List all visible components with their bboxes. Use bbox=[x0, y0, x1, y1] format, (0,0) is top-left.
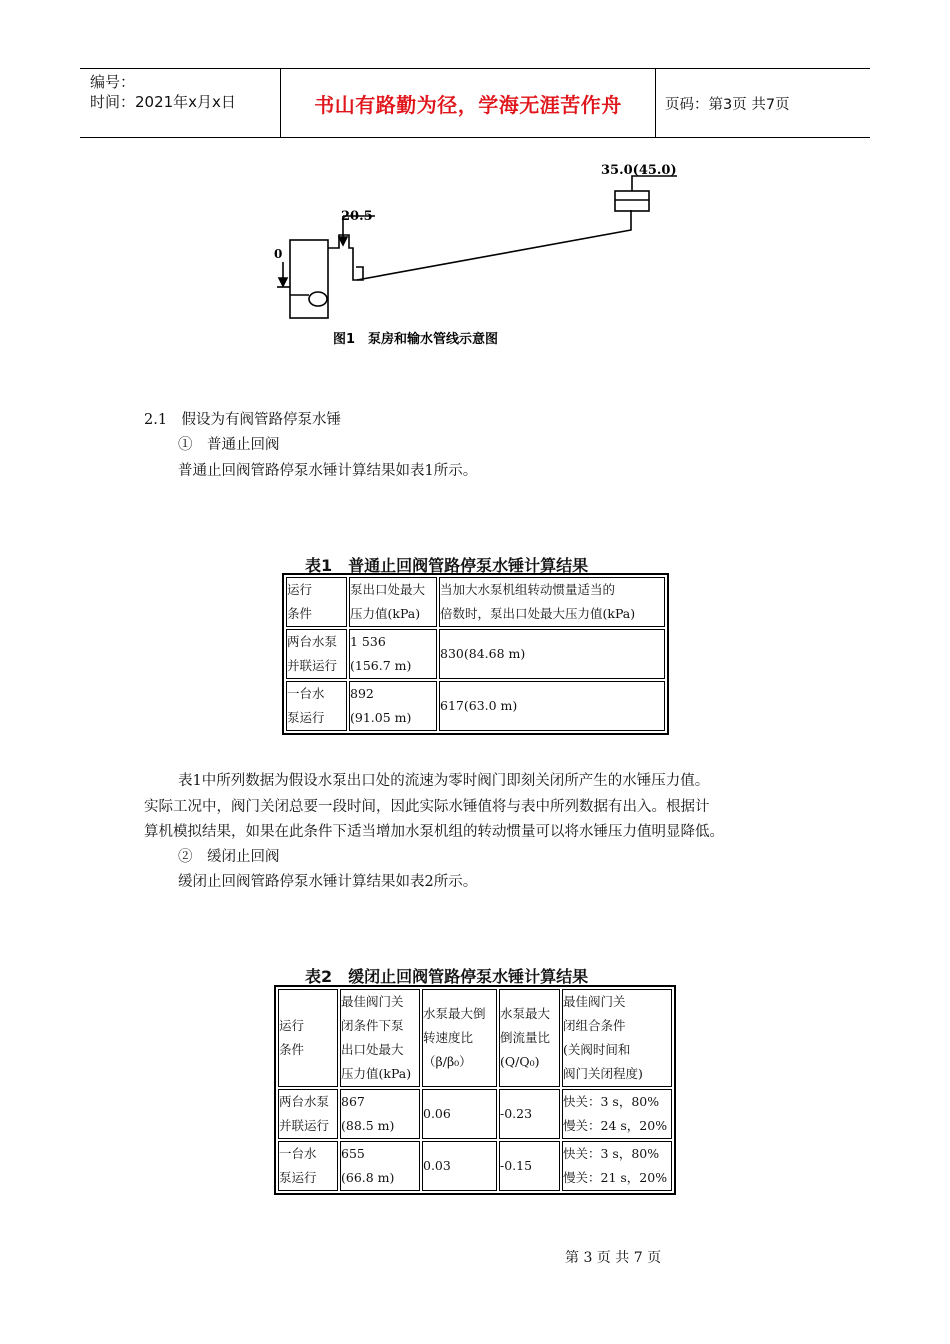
table-cell: 一台水 泵运行 bbox=[286, 681, 347, 731]
table-row bbox=[286, 681, 665, 731]
figure-caption: 图1 泵房和输水管线示意图 bbox=[333, 332, 499, 347]
page-footer: 第 3 页 共 7 页 bbox=[565, 1250, 662, 1266]
zero-elevation-label: 0 bbox=[274, 247, 283, 261]
table2-header-row bbox=[278, 989, 672, 1087]
table-header-cell: 最佳阀门关 闭组合条件 (关阀时间和 阀门关闭程度) bbox=[562, 989, 672, 1087]
table-row bbox=[278, 1141, 672, 1191]
table-cell: 0.06 bbox=[422, 1089, 497, 1139]
table-cell: 1 536 (156.7 m) bbox=[349, 629, 437, 679]
pump-icon bbox=[309, 292, 327, 306]
table-header-cell: 水泵最大倒 转速度比 （β/β₀） bbox=[422, 989, 497, 1087]
table-row bbox=[278, 1089, 672, 1139]
table-cell: 两台水泵 并联运行 bbox=[286, 629, 347, 679]
table-header-cell: 泵出口处最大 压力值(kPa) bbox=[349, 577, 437, 627]
table-cell: 0.03 bbox=[422, 1141, 497, 1191]
table-cell: 一台水 泵运行 bbox=[278, 1141, 338, 1191]
table-row bbox=[286, 629, 665, 679]
table-cell: 617(63.0 m) bbox=[439, 681, 665, 731]
table-cell: -0.23 bbox=[499, 1089, 560, 1139]
page-header bbox=[80, 68, 870, 138]
table1-title: 表1 普通止回阀管路停泵水锤计算结果 bbox=[305, 556, 589, 575]
table-header-cell: 运行 条件 bbox=[278, 989, 338, 1087]
pump-house bbox=[290, 240, 328, 318]
table-cell: 867 (88.5 m) bbox=[340, 1089, 420, 1139]
document-number-label: 编号： bbox=[90, 73, 136, 91]
header-meta bbox=[80, 69, 280, 137]
table-header-cell: 当加大水泵机组转动惯量适当的 倍数时，泵出口处最大压力值(kPa) bbox=[439, 577, 665, 627]
table-cell: 655 (66.8 m) bbox=[340, 1141, 420, 1191]
table-header-cell: 运行 条件 bbox=[286, 577, 347, 627]
table-cell: 快关：3 s，80% 慢关：21 s，20% bbox=[562, 1141, 672, 1191]
item-2-intro: 缓闭止回阀管路停泵水锤计算结果如表2所示。 bbox=[178, 874, 478, 890]
section-heading: 2.1 假设为有阀管路停泵水锤 bbox=[144, 412, 342, 428]
table-cell: -0.15 bbox=[499, 1141, 560, 1191]
table-header-cell: 水泵最大 倒流量比 (Q/Q₀) bbox=[499, 989, 560, 1087]
outlet-elevation-label: 20.5 bbox=[341, 209, 373, 224]
transmission-pipeline bbox=[357, 210, 631, 280]
table1 bbox=[282, 573, 669, 735]
table-cell: 892 (91.05 m) bbox=[349, 681, 437, 731]
header-motto-cell bbox=[280, 69, 656, 137]
table2 bbox=[274, 985, 676, 1195]
date-label: 时间：2021年x月x日 bbox=[90, 93, 236, 111]
table-cell: 快关：3 s，80% 慢关：24 s，20% bbox=[562, 1089, 672, 1139]
paragraph-line: 实际工况中，阀门关闭总要一段时间，因此实际水锤值将与表中所列数据有出入。根据计 bbox=[144, 799, 710, 815]
item-1-heading: ① 普通止回阀 bbox=[178, 437, 280, 453]
motto-text: 书山有路勤为径，学海无涯苦作舟 bbox=[314, 92, 622, 117]
water-tank bbox=[615, 191, 649, 211]
pump-pipeline-diagram bbox=[265, 150, 705, 355]
table-cell: 两台水泵 并联运行 bbox=[278, 1089, 338, 1139]
paragraph-line: 表1中所列数据为假设水泵出口处的流速为零时阀门即刻关闭所产生的水锤压力值。 bbox=[178, 773, 710, 789]
table-cell: 830(84.68 m) bbox=[439, 629, 665, 679]
table2-title: 表2 缓闭止回阀管路停泵水锤计算结果 bbox=[305, 967, 589, 986]
table1-header-row bbox=[286, 577, 665, 627]
tank-elevation-label: 35.0(45.0) bbox=[601, 163, 677, 178]
paragraph-line: 算机模拟结果，如果在此条件下适当增加水泵机组的转动惯量可以将水锤压力值明显降低。 bbox=[144, 824, 724, 840]
item-1-intro: 普通止回阀管路停泵水锤计算结果如表1所示。 bbox=[178, 463, 478, 479]
item-2-heading: ② 缓闭止回阀 bbox=[178, 849, 280, 865]
page-info: 页码：第3页 共7页 bbox=[665, 96, 790, 113]
table-header-cell: 最佳阀门关 闭条件下泵 出口处最大 压力值(kPa) bbox=[340, 989, 420, 1087]
